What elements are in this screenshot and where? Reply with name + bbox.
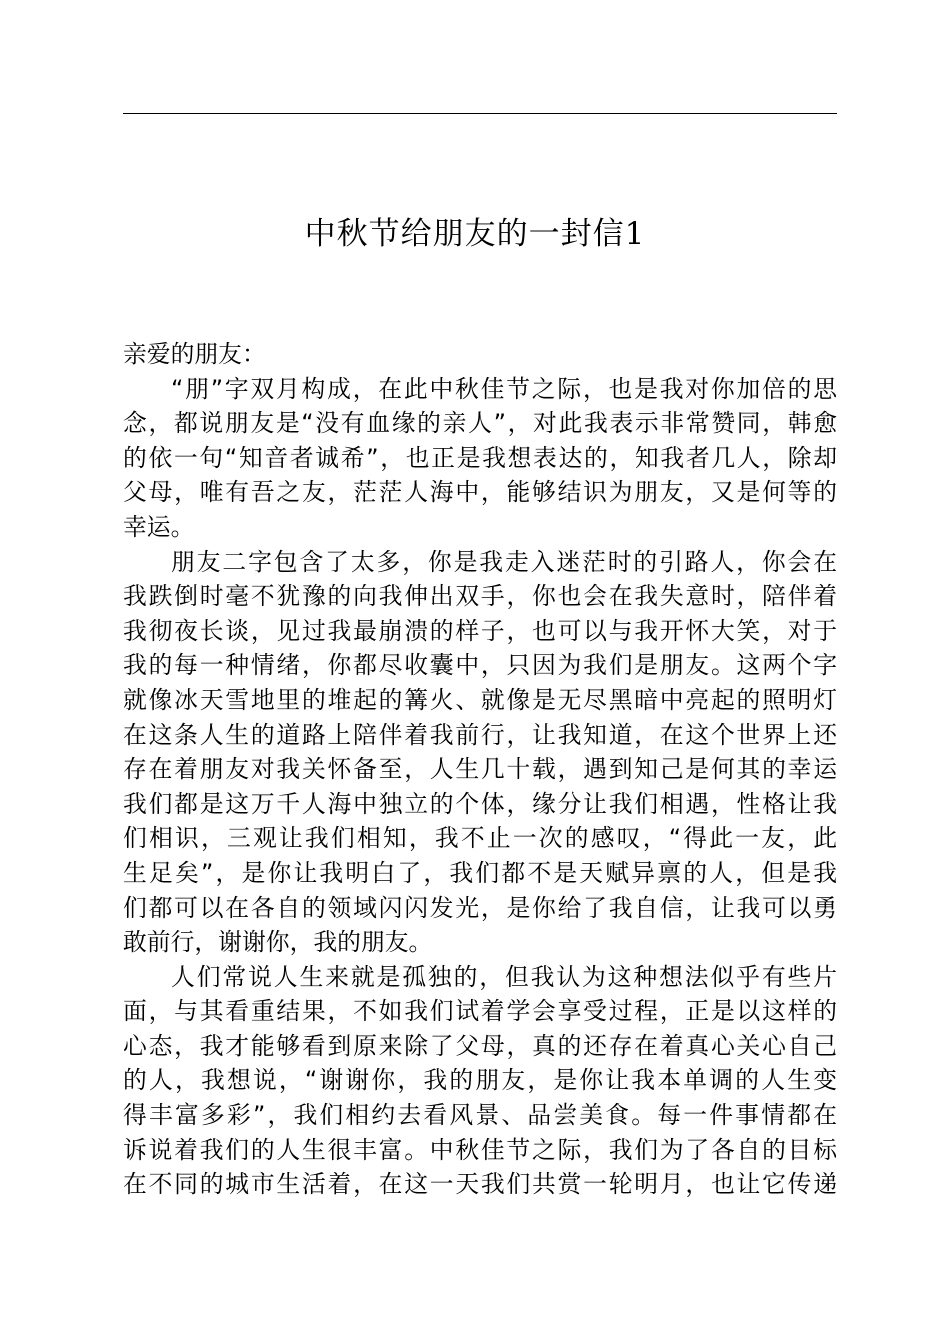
title-number: 1: [624, 216, 646, 252]
paragraph-line: 诉说着我们的人生很丰富。中秋佳节之际，我们为了各自的目标: [123, 1135, 837, 1164]
paragraph-line: 们相识，三观让我们相知，我不止一次的感叹，“得此一友，此: [123, 824, 837, 853]
paragraph-line: 我们都是这万千人海中独立的个体，缘分让我们相遇，性格让我: [123, 789, 837, 818]
salutation: 亲爱的朋友：: [123, 340, 266, 368]
paragraph-line: 念，都说朋友是“没有血缘的亲人”，对此我表示非常赞同，韩愈: [123, 409, 837, 438]
paragraph-line: 得丰富多彩”，我们相约去看风景、品尝美食。每一件事情都在: [123, 1101, 837, 1130]
page-title: [0, 212, 950, 256]
paragraph-line: 生足矣”，是你让我明白了，我们都不是天赋异禀的人，但是我: [123, 858, 837, 887]
paragraph-line: 我的每一种情绪，你都尽收囊中，只因为我们是朋友。这两个字: [123, 651, 837, 680]
paragraph-line: 心态，我才能够看到原来除了父母，真的还存在着真心关心自己: [123, 1031, 837, 1060]
paragraph-line: 幸运。: [123, 512, 195, 541]
paragraph-line: 们都可以在各自的领域闪闪发光，是你给了我自信，让我可以勇: [123, 893, 837, 922]
paragraph-line: 在这条人生的道路上陪伴着我前行，让我知道，在这个世界上还: [123, 720, 837, 749]
paragraph-line: “朋”字双月构成，在此中秋佳节之际，也是我对你加倍的思: [171, 374, 837, 403]
paragraph-line: 朋友二字包含了太多，你是我走入迷茫时的引路人，你会在: [171, 547, 837, 576]
header-rule: [123, 113, 837, 114]
paragraph-line: 在不同的城市生活着，在这一天我们共赏一轮明月，也让它传递: [123, 1170, 837, 1199]
paragraph-line: 敢前行，谢谢你，我的朋友。: [123, 928, 433, 957]
title-text: 中秋节给朋友的一封信: [304, 216, 625, 252]
paragraph-line: 就像冰天雪地里的堆起的篝火、就像是无尽黑暗中亮起的照明灯: [123, 685, 837, 714]
paragraph-line: 父母，唯有吾之友，茫茫人海中，能够结识为朋友，又是何等的: [123, 478, 837, 507]
paragraph-line: 的依一句“知音者诚希”，也正是我想表达的，知我者几人，除却: [123, 443, 837, 472]
paragraph-line: 我跌倒时毫不犹豫的向我伸出双手，你也会在我失意时，陪伴着: [123, 582, 837, 611]
paragraph-line: 我彻夜长谈，见过我最崩溃的样子，也可以与我开怀大笑，对于: [123, 616, 837, 645]
letter-body: [123, 337, 837, 1202]
paragraph-line: 面，与其看重结果，不如我们试着学会享受过程，正是以这样的: [123, 997, 837, 1026]
paragraph-line: 人们常说人生来就是孤独的，但我认为这种想法似乎有些片: [171, 962, 837, 991]
paragraph-line: 存在着朋友对我关怀备至，人生几十载，遇到知己是何其的幸运: [123, 755, 837, 784]
paragraph-line: 的人，我想说，“谢谢你，我的朋友，是你让我本单调的人生变: [123, 1066, 837, 1095]
